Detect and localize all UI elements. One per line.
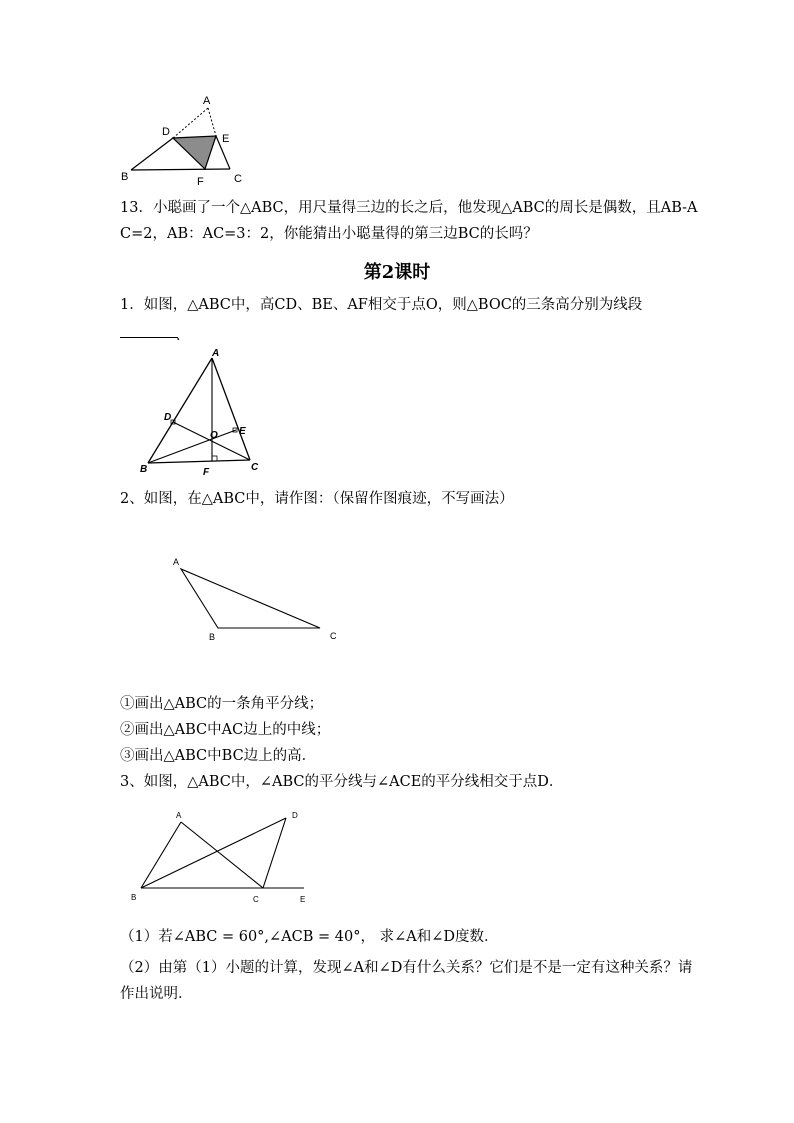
label-a: A [176,811,182,820]
fold-triangle-figure [118,92,258,192]
q3-sub1: （1）若∠ABC = 60°,∠ACB = 40°， 求∠A和∠D度数． [120,929,499,945]
label-a: A [212,348,220,359]
label-c: C [251,462,259,473]
side-ab [148,358,212,463]
q13-line2: C=2，AB：AC=3：2，你能猜出小聪量得的第三边BC的长吗？ [120,226,538,242]
label-o: O [210,430,218,441]
label-e: E [239,426,246,437]
label-f: F [197,176,204,188]
label-b: B [121,171,129,183]
label-a: A [173,557,180,567]
label-b: B [140,464,148,475]
q3-text: 3、如图，△ABC中，∠ABC的平分线与∠ACE的平分线相交于点D． [120,774,564,790]
label-c: C [330,631,337,641]
side-ac [212,358,250,460]
right-angle-mark-f [212,456,217,461]
q3-sub2-line1: （2）由第（1）小题的计算，发现∠A和∠D有什么关系？它们是不是一定有这种关系？请 [120,960,693,976]
q1-answer-blank [120,337,178,338]
triangle-abc [181,569,320,628]
section-title: 第2课时 [363,262,431,283]
q2-item-1: ①画出△ABC的一条角平分线； [120,696,324,712]
q13-line1: 13．小聪画了一个△ABC，用尺量得三边的长之后，他发现△ABC的周长是偶数，且AB-A [120,200,698,216]
label-b: B [209,632,216,642]
segment-bc [131,169,230,170]
side-ac [181,822,263,888]
label-c: C [234,173,242,185]
label-d: D [164,412,172,423]
altitudes-figure [138,348,278,478]
bisector-figure [128,808,328,908]
shaded-triangle-def [173,136,216,169]
label-f: F [203,467,210,478]
q2-item-3: ③画出△ABC中BC边上的高． [120,748,317,764]
q2-text: 2、如图，在△ABC中，请作图：（保留作图痕迹，不写画法） [120,491,514,507]
side-bc [148,460,250,463]
label-a: A [203,95,211,107]
q2-triangle-figure [168,552,348,642]
label-d: D [292,811,298,820]
label-e: E [300,895,306,904]
q3-sub2-line2: 作出说明． [120,986,193,1002]
label-b: B [131,893,137,902]
q2-item-2: ②画出△ABC中AC边上的中线； [120,722,331,738]
label-d: D [162,126,170,138]
dashed-ae [208,108,216,136]
dashed-da [173,108,208,138]
q1-text: 1．如图，△ABC中，高CD、BE、AF相交于点O，则△BOC的三条高分别为线段 [120,297,643,313]
label-c: C [253,895,259,904]
label-e: E [222,133,230,145]
bisector-cd [263,818,286,888]
q1-blank-end: ． [176,328,191,344]
segment-bd [131,138,173,170]
